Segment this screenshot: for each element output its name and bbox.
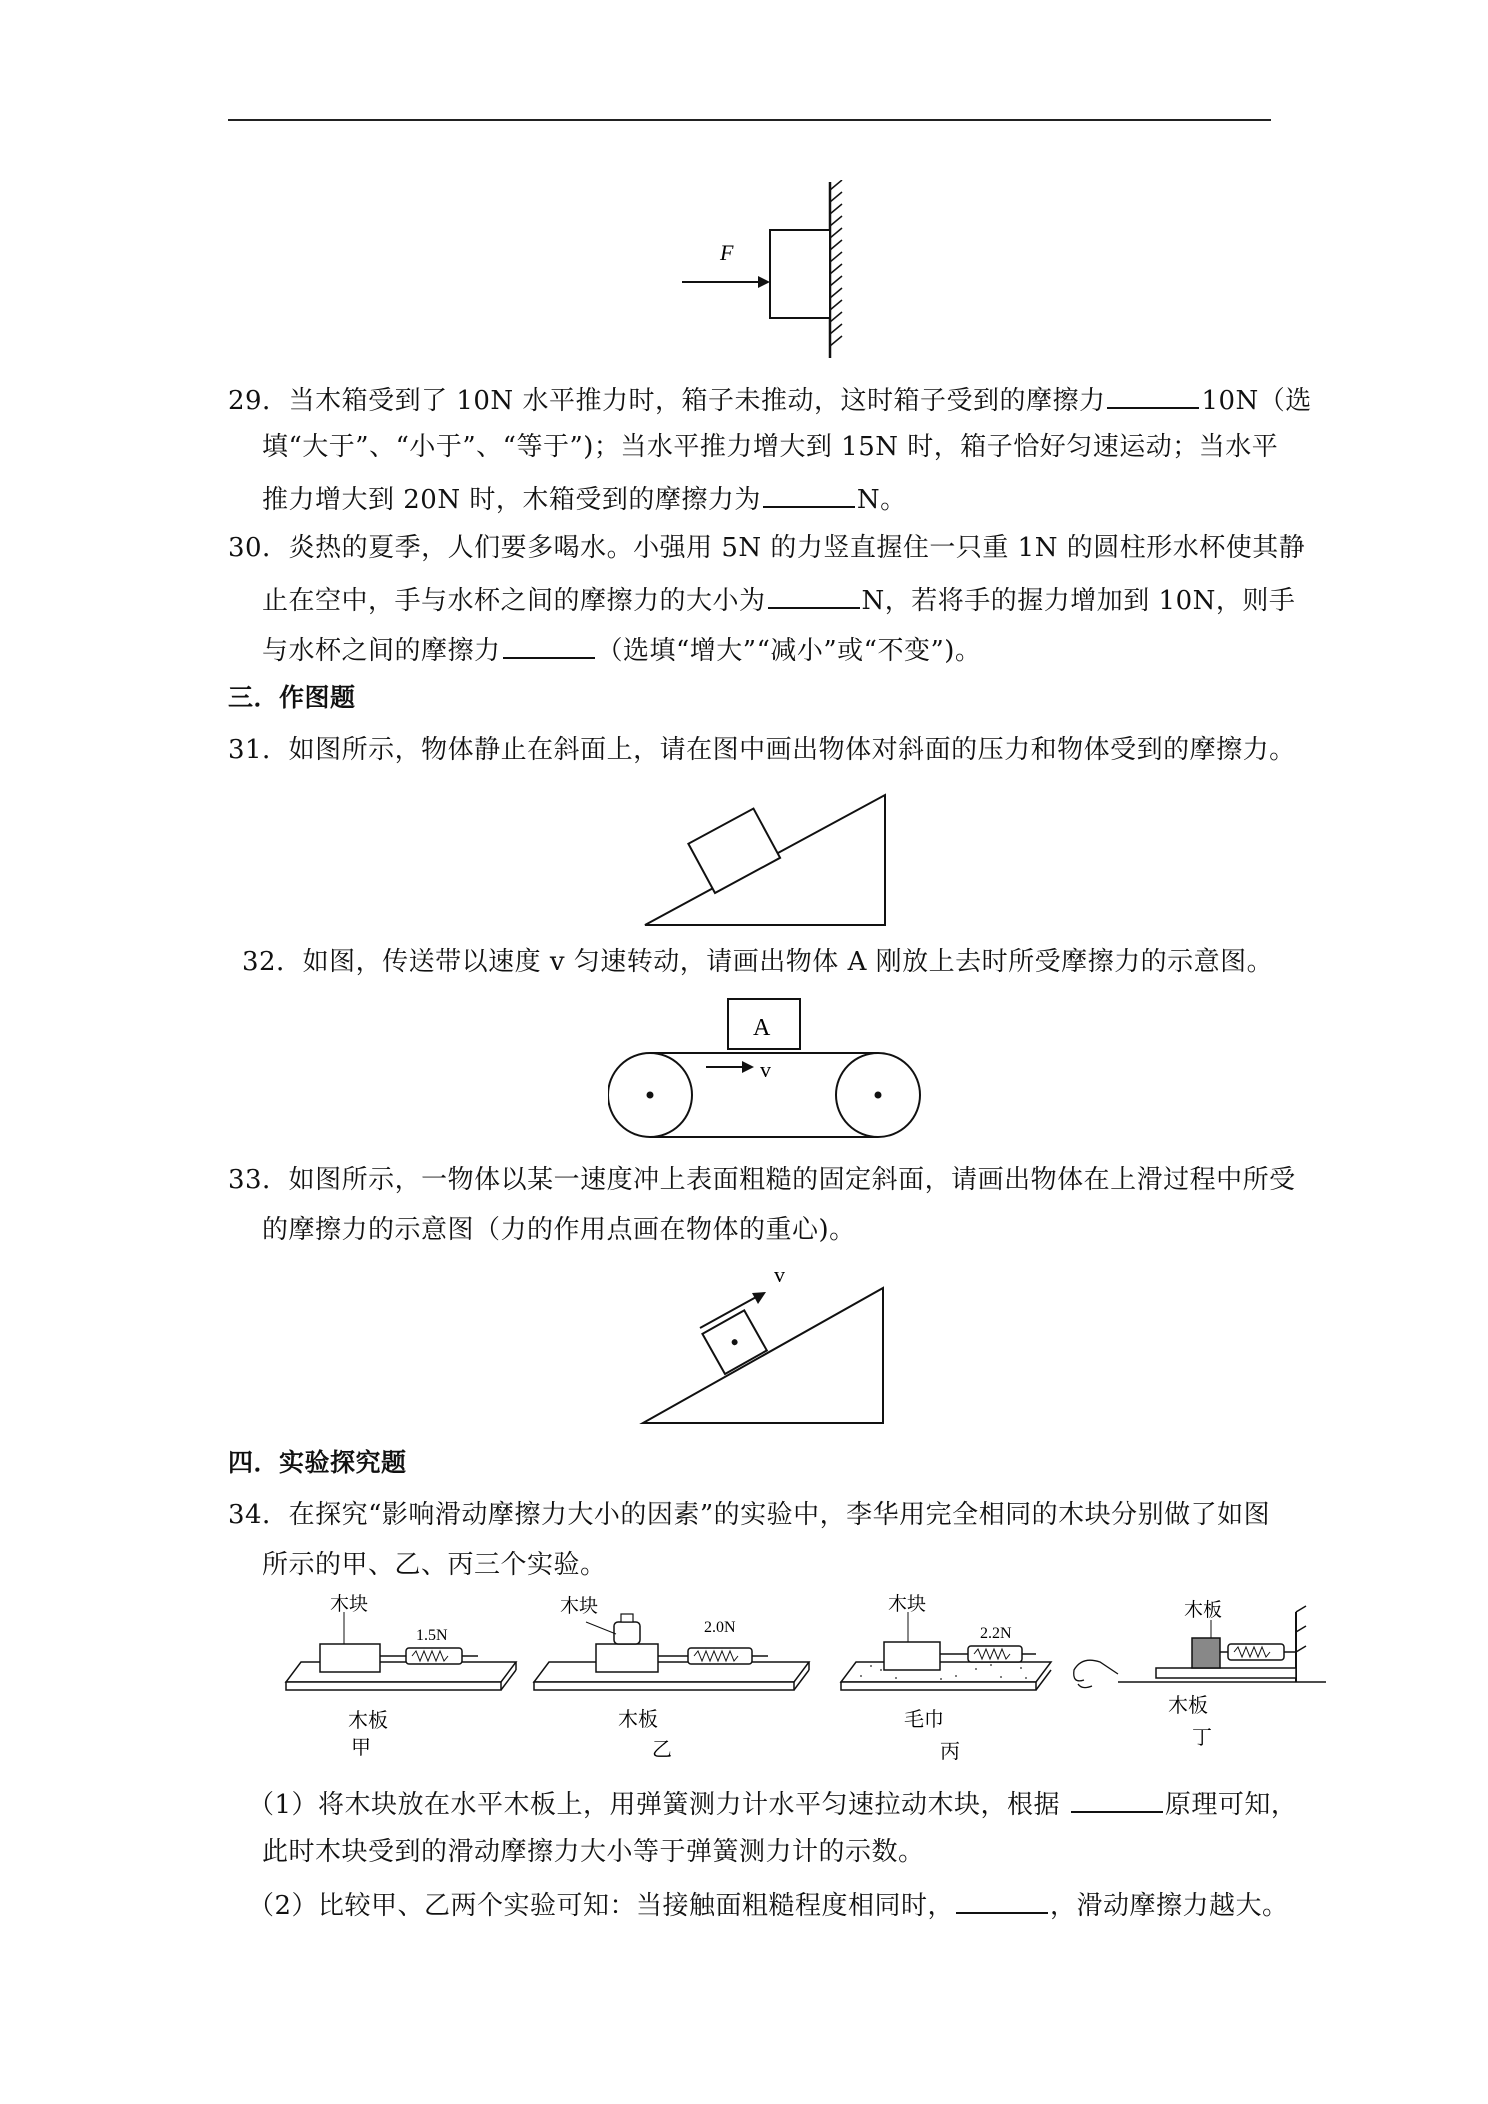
q29-line-1 [228, 383, 1312, 416]
exp-c-name: 丙 [940, 1739, 960, 1763]
exp-c-reading: 2.2N [980, 1625, 1012, 1642]
incline-speed-v: v [774, 1262, 785, 1287]
figure-incline-moving [638, 1258, 898, 1428]
q29-blank-2[interactable] [763, 482, 855, 508]
q34-sub2-text-a: （2）比较甲、乙两个实验可知：当接触面粗糙程度相同时， [248, 1891, 955, 1921]
q30-line-1: 30．炎热的夏季，人们要多喝水。小强用 5N 的力竖直握住一只重 1N 的圆柱形水杯使其静 [228, 533, 1306, 563]
experiment-d [1074, 1599, 1326, 1749]
exp-c-surface: 毛巾 [904, 1707, 944, 1731]
q34-blank-2[interactable] [956, 1888, 1048, 1914]
block-label-a: A [753, 1015, 771, 1041]
force-label-f: F [720, 240, 734, 265]
section-heading-4: 四．实验探究题 [228, 1448, 407, 1477]
q34-sub2-text-b: ，滑动摩擦力越大。 [1050, 1891, 1289, 1921]
q34-line-1: 34．在探究“影响滑动摩擦力大小的因素”的实验中，李华用完全相同的木块分别做了如图 [228, 1500, 1271, 1530]
section-heading-3: 三．作图题 [228, 683, 356, 712]
q30-text-2b: N，若将手的握力增加到 10N，则手 [861, 586, 1296, 616]
exp-b-surface: 木板 [618, 1707, 658, 1731]
q29-line-3 [262, 482, 907, 515]
figure-incline-static [640, 790, 900, 930]
q31-text: 31．如图所示，物体静止在斜面上，请在图中画出物体对斜面的压力和物体受到的摩擦力。 [228, 735, 1296, 765]
q29-text-1b: 10N（选 [1201, 386, 1312, 416]
q34-sub1-line-2: 此时木块受到的滑动摩擦力大小等于弹簧测力计的示数。 [262, 1837, 925, 1867]
exp-b-reading: 2.0N [704, 1619, 736, 1636]
q30-line-2 [262, 583, 1295, 616]
q30-text-2a: 止在空中，手与水杯之间的摩擦力的大小为 [262, 586, 766, 616]
exp-a-reading: 1.5N [416, 1627, 448, 1644]
q34-blank-1[interactable] [1071, 1787, 1163, 1813]
exp-a-surface: 木板 [348, 1708, 388, 1732]
exp-c-block-label: 木块 [888, 1593, 927, 1615]
q32-text: 32．如图，传送带以速度 v 匀速转动，请画出物体 A 刚放上去时所受摩擦力的示意图。 [242, 947, 1274, 977]
q29-line-2: 填“大于”、“小于”、“等于”)；当水平推力增大到 15N 时，箱子恰好匀速运动；当水平 [262, 432, 1279, 462]
q34-sub1-text-a: （1）将木块放在水平木板上，用弹簧测力计水平匀速拉动木块，根据 [248, 1790, 1069, 1820]
q33-line-1: 33．如图所示，一物体以某一速度冲上表面粗糙的固定斜面，请画出物体在上滑过程中所受 [228, 1165, 1296, 1195]
experiment-c [841, 1593, 1051, 1763]
experiment-a [286, 1593, 516, 1759]
q29-text-3a: 推力增大到 20N 时，木箱受到的摩擦力为 [262, 485, 761, 515]
q34-sub2-line [248, 1888, 1289, 1921]
belt-speed-v: v [760, 1057, 771, 1082]
q30-text-3b: （选填“增大”“减小”或“不变”)。 [596, 636, 982, 666]
exp-d-surface: 木板 [1168, 1693, 1208, 1717]
exp-d-top-label: 木板 [1184, 1599, 1223, 1621]
q29-text-3b: N。 [856, 485, 907, 515]
q29-text-1a: 29．当木箱受到了 10N 水平推力时，箱子未推动，这时箱子受到的摩擦力 [228, 386, 1106, 416]
q30-blank-1[interactable] [768, 583, 860, 609]
q34-sub1-line-1 [248, 1787, 1297, 1820]
q30-blank-2[interactable] [503, 633, 595, 659]
exp-d-name: 丁 [1192, 1725, 1212, 1749]
figure-wall-block [670, 180, 870, 360]
exp-b-name: 乙 [652, 1737, 672, 1761]
q34-sub1-text-b: 原理可知， [1164, 1790, 1298, 1820]
q30-line-3 [262, 633, 981, 666]
exp-a-block-label: 木块 [330, 1593, 369, 1615]
exp-b-block-label: 木块 [560, 1595, 599, 1617]
q34-line-2: 所示的甲、乙、丙三个实验。 [262, 1550, 607, 1580]
figure-conveyor-belt [608, 995, 928, 1145]
q29-blank-1[interactable] [1107, 383, 1199, 409]
exp-a-name: 甲 [351, 1735, 371, 1759]
figure-friction-experiments [256, 1592, 1331, 1782]
header-rule [228, 119, 1271, 121]
q30-text-3a: 与水杯之间的摩擦力 [262, 636, 501, 666]
q33-line-2: 的摩擦力的示意图（力的作用点画在物体的重心)。 [262, 1215, 856, 1245]
experiment-b [534, 1595, 809, 1761]
